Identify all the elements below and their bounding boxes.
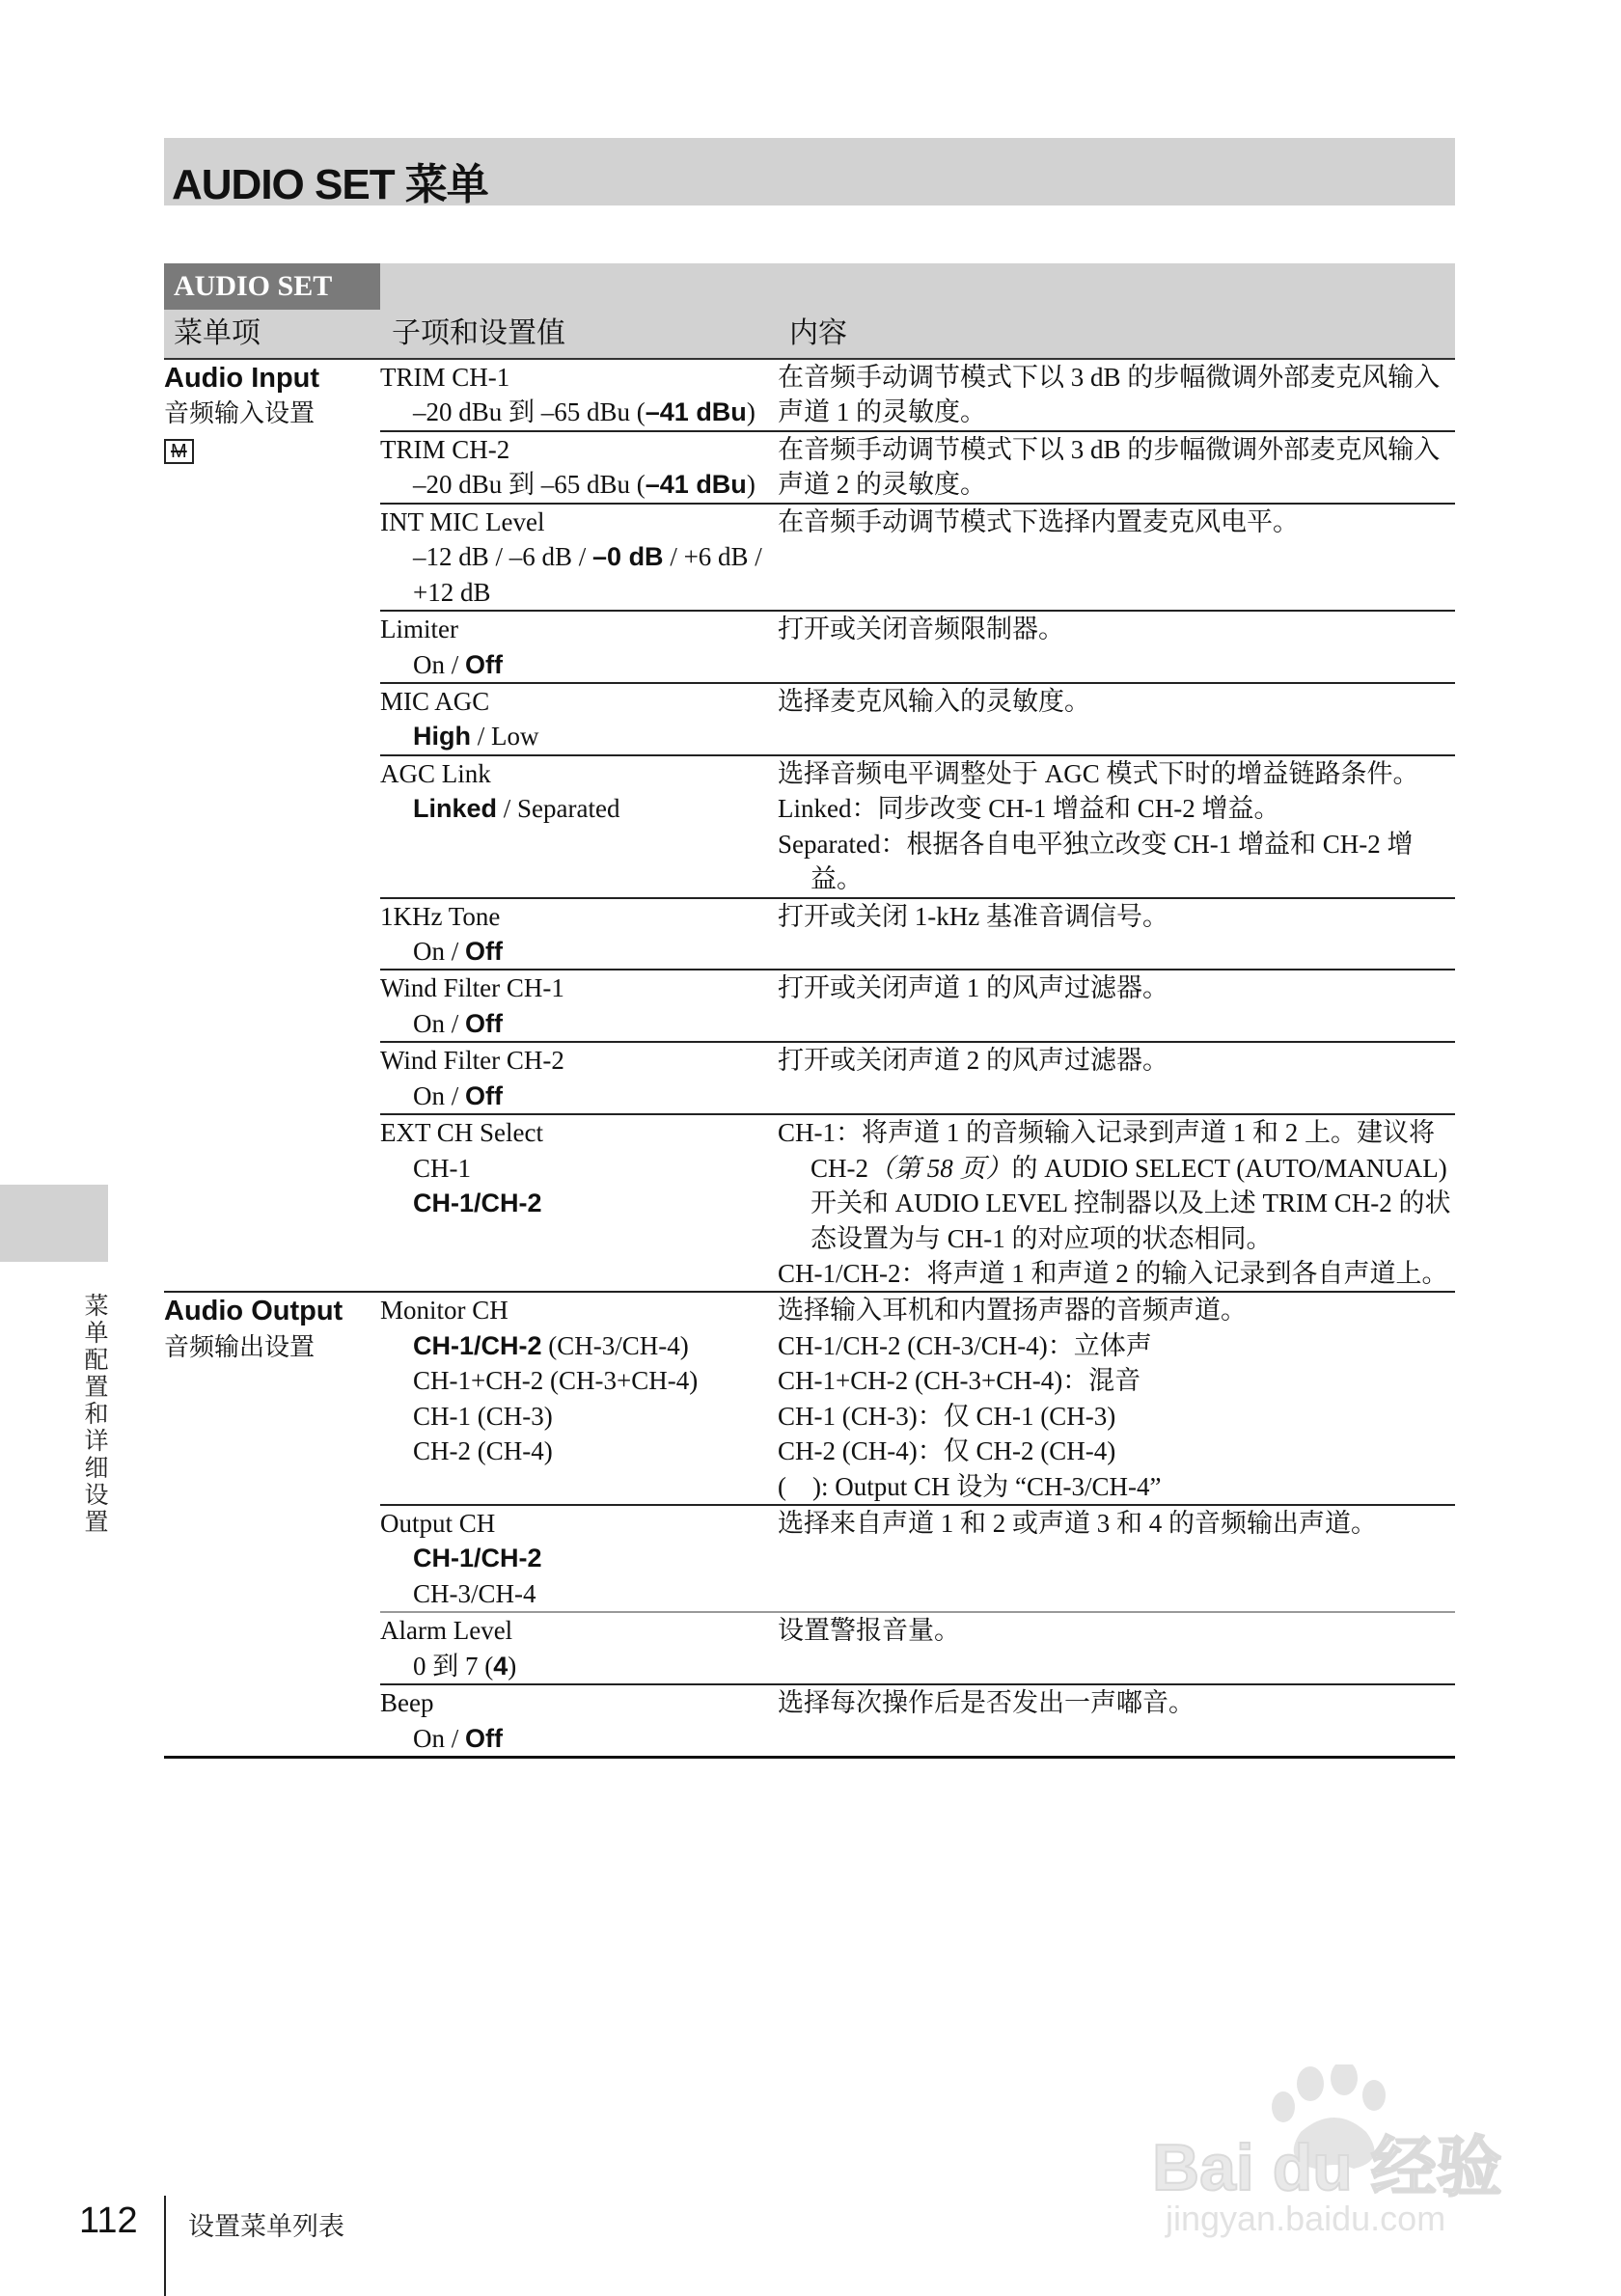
desc-trim-ch2: 在音频手动调节模式下以 3 dB 的步幅微调外部麦克风输入声道 2 的灵敏度。 [778,431,1455,504]
desc-ext-ch-select: CH-1：将声道 1 的音频输入记录到声道 1 和 2 上。建议将 CH-2（第 58 页）的 AUDIO SELECT (AUTO/MANUAL) 开关和 AUDIO LEVEL 控制器以及上述 TRIM CH-2 的状态设置为与 CH-1 的对应项的状态相同。 CH-1/CH-2：将声道 1 和声道 2 的输入记录到各自声道上。 [778,1114,1455,1292]
category-audio-output [164,1292,380,1757]
desc-1khz-tone: 打开或关闭 1-kHz 基准音调信号。 [778,898,1455,970]
table-row [164,359,1455,431]
table-row [164,1292,1455,1505]
category-name: Audio Input [164,363,320,394]
watermark-url: jingyan.baidu.com [1166,2199,1446,2238]
header-sub-item: 子项和设置值 [380,310,778,359]
page-number: 112 [79,2200,138,2241]
desc-int-mic-level: 在音频手动调节模式下选择内置麦克风电平。 [778,504,1455,611]
desc-wind-filter-ch1: 打开或关闭声道 1 的风声过滤器。 [778,970,1455,1042]
desc-output-ch: 选择来自声道 1 和 2 或声道 3 和 4 的音频输出声道。 [778,1505,1455,1612]
sub-item-output-ch: Output CH CH-1/CH-2 CH-3/CH-4 [380,1505,778,1612]
page-title: AUDIO SET 菜单 [172,161,488,208]
desc-trim-ch1: 在音频手动调节模式下以 3 dB 的步幅微调外部麦克风输入声道 1 的灵敏度。 [778,359,1455,431]
header-content: 内容 [778,310,1455,359]
desc-mic-agc: 选择麦克风输入的灵敏度。 [778,683,1455,755]
audio-set-table [164,263,1455,1759]
category-zh-name: 音频输出设置 [164,1332,316,1362]
category-zh-name: 音频输入设置 [164,399,316,429]
title-bar [164,138,1455,208]
desc-wind-filter-ch2: 打开或关闭声道 2 的风声过滤器。 [778,1042,1455,1114]
side-tab-marker [0,1185,108,1262]
manual-mode-icon: M [164,439,194,464]
sub-item-int-mic-level: INT MIC Level –12 dB / –6 dB / –0 dB / +6 dB / +12 dB [380,504,778,611]
sub-item-mic-agc: MIC AGC High / Low [380,683,778,755]
table-tab-row [164,263,1455,310]
desc-monitor-ch: 选择输入耳机和内置扬声器的音频声道。 CH-1/CH-2 (CH-3/CH-4)：立体声 CH-1+CH-2 (CH-3+CH-4)：混音 CH-1 (CH-3)：仅 CH-1 (CH-3) CH-2 (CH-4)：仅 CH-2 (CH-4) ( ): Output CH 设为 “CH-3/CH-4” [778,1292,1455,1505]
header-menu-item: 菜单项 [164,310,380,359]
desc-beep: 选择每次操作后是否发出一声嘟音。 [778,1684,1455,1757]
table-tab-label: AUDIO SET [164,263,380,310]
sub-item-beep: Beep On / Off [380,1684,778,1757]
footer-section-title: 设置菜单列表 [188,2212,344,2242]
sub-item-wind-filter-ch2: Wind Filter CH-2 On / Off [380,1042,778,1114]
sub-item-trim-ch2: TRIM CH-2 –20 dBu 到 –65 dBu (–41 dBu) [380,431,778,504]
category-name: Audio Output [164,1296,343,1327]
watermark-brand: Bai du 经验 [1152,2131,1502,2204]
desc-alarm-level: 设置警报音量。 [778,1612,1455,1684]
sub-item-limiter: Limiter On / Off [380,611,778,683]
desc-agc-link: 选择音频电平调整处于 AGC 模式下时的增益链路条件。 Linked：同步改变 CH-1 增益和 CH-2 增益。 Separated：根据各自电平独立改变 CH-1 增益和 CH-2 增益。 [778,755,1455,898]
sub-item-agc-link: AGC Link Linked / Separated [380,755,778,898]
sub-item-1khz-tone: 1KHz Tone On / Off [380,898,778,970]
sub-item-alarm-level: Alarm Level 0 到 7 (4) [380,1612,778,1684]
side-section-label: 菜单配置和详细设置 [81,1293,109,1536]
footer-divider [164,2196,166,2296]
category-audio-input [164,359,380,1292]
table-header-row [164,310,1455,359]
sub-item-monitor-ch: Monitor CH CH-1/CH-2 (CH-3/CH-4) CH-1+CH-2 (CH-3+CH-4) CH-1 (CH-3) CH-2 (CH-4) [380,1292,778,1505]
baidu-watermark-logo [1146,2064,1532,2238]
desc-limiter: 打开或关闭音频限制器。 [778,611,1455,683]
sub-item-ext-ch-select: EXT CH Select CH-1 CH-1/CH-2 [380,1114,778,1292]
sub-item-trim-ch1: TRIM CH-1 –20 dBu 到 –65 dBu (–41 dBu) [380,359,778,431]
sub-item-wind-filter-ch1: Wind Filter CH-1 On / Off [380,970,778,1042]
